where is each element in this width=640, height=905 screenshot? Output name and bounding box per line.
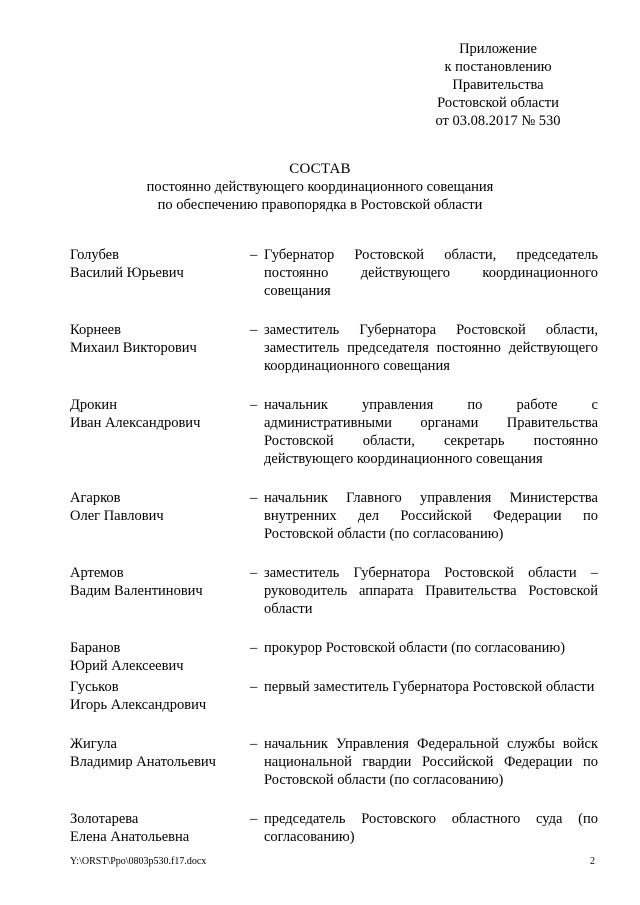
member-role: прокурор Ростовской области (по согласованию) [264,640,566,656]
page-number: 2 [590,856,595,867]
member-name [70,810,250,846]
member-given-names: Михаил Викторович [70,340,197,356]
member-surname: Гуськов [70,679,119,695]
member-surname: Артемов [70,565,124,581]
member-row [70,639,598,675]
member-surname: Золотарева [70,811,139,827]
member-surname: Жигула [70,736,117,752]
member-dash: – [250,811,258,827]
footer-file-path: Y:\ORST\Ppo\0803p530.f17.docx [70,856,207,867]
member-name [70,678,250,714]
member-given-names: Елена Анатольевна [70,829,190,845]
member-given-names: Иван Александрович [70,415,201,431]
member-row [70,321,598,375]
member-role: начальник Управления Федеральной службы войск национальной гвардии Российской Федерации по Ростовской области (по согласованию) [264,736,598,788]
member-given-names: Олег Павлович [70,508,164,524]
member-row [70,735,598,789]
member-name [70,321,250,357]
member-surname: Голубев [70,247,119,263]
member-dash: – [250,565,258,581]
appendix-line: от 03.08.2017 № 530 [435,113,561,129]
member-row [70,489,598,543]
member-name [70,735,250,771]
member-dash: – [250,397,258,413]
member-row [70,396,598,468]
member-given-names: Василий Юрьевич [70,265,184,281]
member-name [70,396,250,432]
title-line: постоянно действующего координационного совещания [146,179,494,195]
member-role: Губернатор Ростовской области, председатель постоянно действующего координационного совещания [264,247,598,299]
document-title [0,160,640,214]
member-row [70,246,598,300]
member-dash: – [250,247,258,263]
member-given-names: Вадим Валентинович [70,583,203,599]
member-given-names: Игорь Александрович [70,697,207,713]
member-surname: Агарков [70,490,121,506]
member-row [70,564,598,618]
member-given-names: Владимир Анатольевич [70,754,216,770]
title-main: СОСТАВ [289,161,351,177]
member-dash: – [250,490,258,506]
member-role: первый заместитель Губернатора Ростовской области [264,679,595,695]
member-name [70,564,250,600]
appendix-line: к постановлению [444,59,552,75]
member-role: начальник управления по работе с административными органами Правительства Ростовской области, секретарь постоянно действующего координационного совещания [264,397,598,467]
member-surname: Корнеев [70,322,121,338]
member-list [70,246,598,846]
member-dash: – [250,322,258,338]
member-dash: – [250,736,258,752]
member-role: заместитель Губернатора Ростовской области – руководитель аппарата Правительства Ростовской области [264,565,598,617]
appendix-line: Приложение [459,41,537,57]
member-role: председатель Ростовского областного суда (по согласованию) [264,811,598,845]
member-row [70,678,598,714]
member-dash: – [250,679,258,695]
appendix-header [403,40,593,130]
member-name [70,639,250,675]
appendix-line: Ростовской области [437,95,559,111]
appendix-line: Правительства [452,77,544,93]
member-name [70,489,250,525]
member-surname: Дрокин [70,397,117,413]
member-surname: Баранов [70,640,121,656]
member-role: начальник Главного управления Министерства внутренних дел Российской Федерации по Ростовской области (по согласованию) [264,490,598,542]
member-row [70,810,598,846]
title-line: по обеспечению правопорядка в Ростовской области [157,197,483,213]
member-name [70,246,250,282]
member-role: заместитель Губернатора Ростовской области, заместитель председателя постоянно действующего координационного совещания [264,322,598,374]
member-given-names: Юрий Алексеевич [70,658,184,674]
member-dash: – [250,640,258,656]
